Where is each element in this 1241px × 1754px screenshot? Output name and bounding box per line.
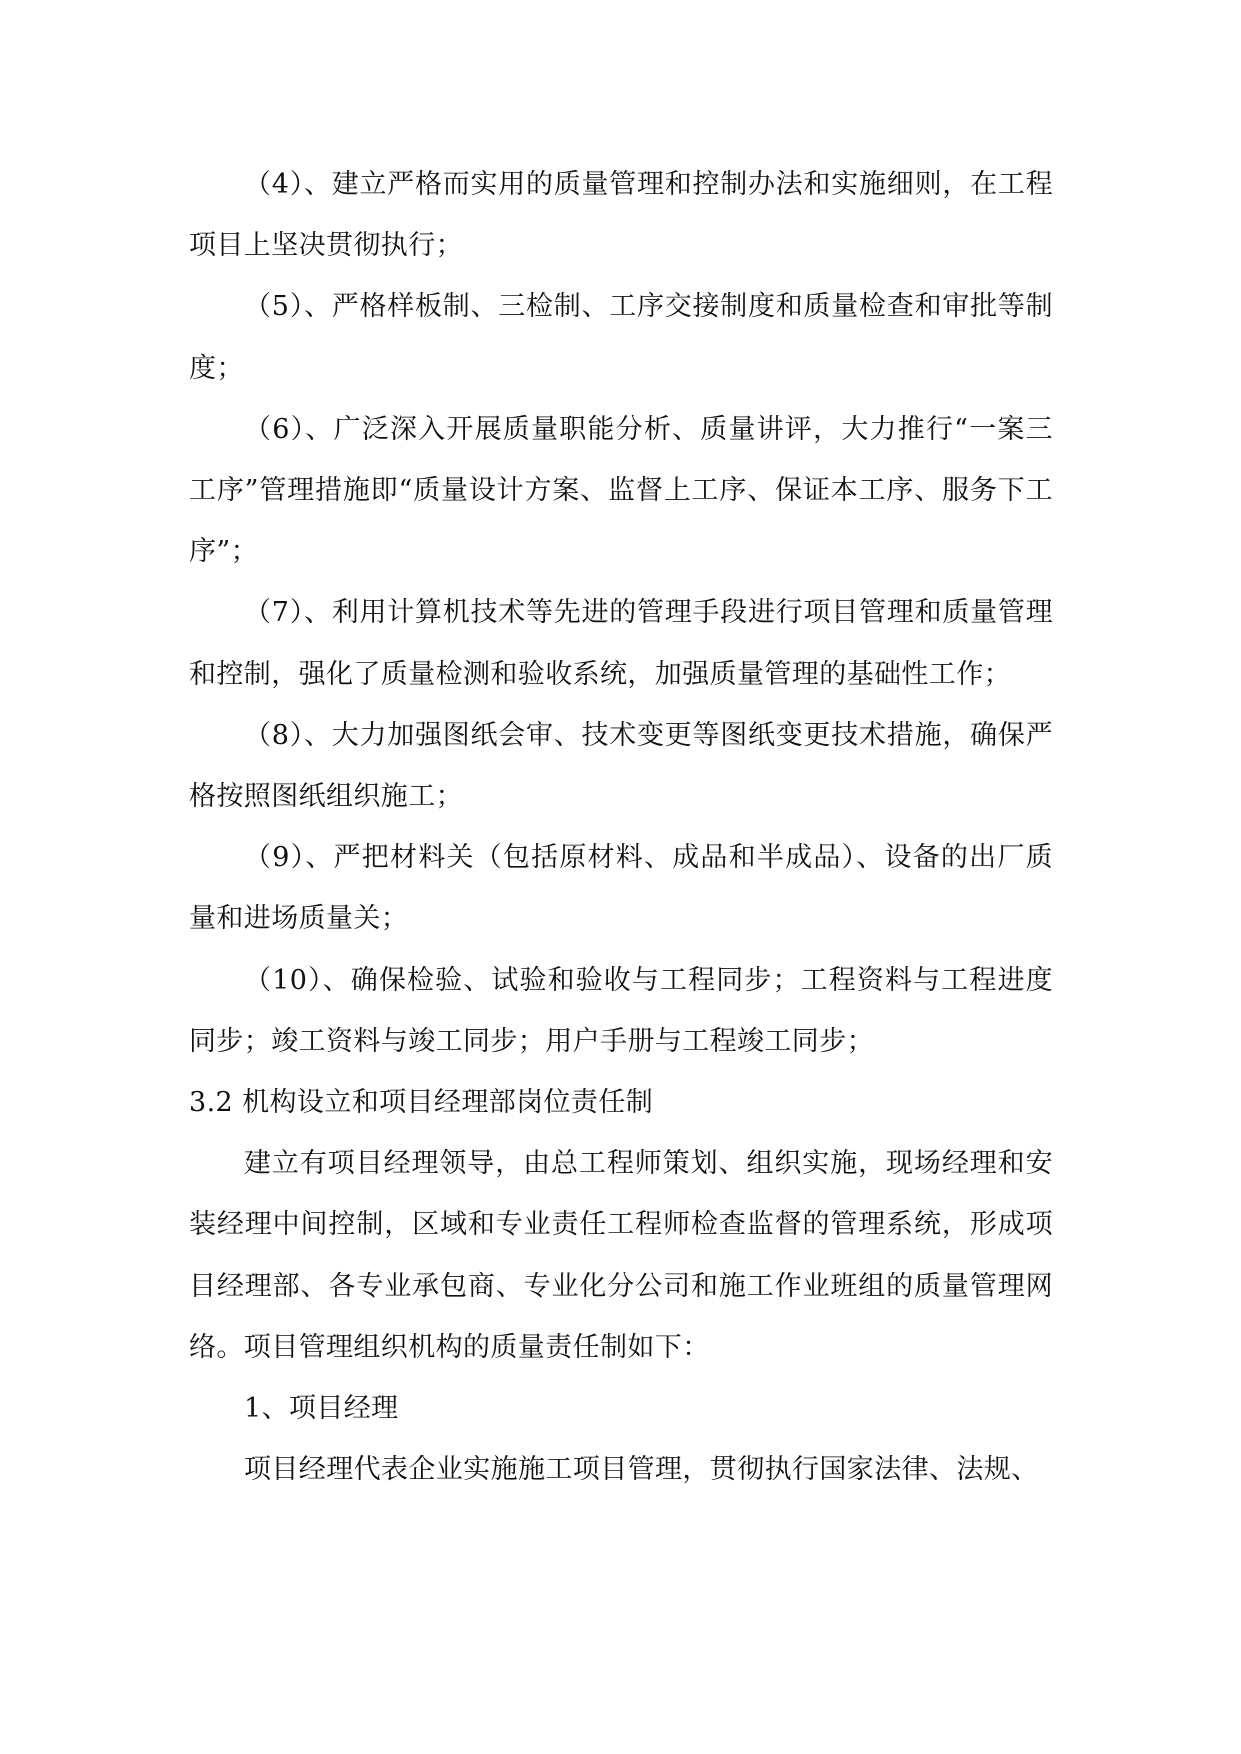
list-item-7: （7）、利用计算机技术等先进的管理手段进行项目管理和质量管理和控制，强化了质量检测和验收系统，加强质量管理的基础性工作； [189, 597, 1053, 690]
document-body [189, 154, 1053, 1500]
subsection-heading: 1、项目经理 [244, 1393, 399, 1425]
list-item-4: （4）、建立严格而实用的质量管理和控制办法和实施细则，在工程项目上坚决贯彻执行； [189, 169, 1053, 262]
list-item-9: （9）、严把材料关（包括原材料、成品和半成品）、设备的出厂质量和进场质量关； [189, 842, 1053, 935]
section-heading: 3.2 机构设立和项目经理部岗位责任制 [189, 1087, 654, 1119]
subsection-paragraph: 项目经理代表企业实施施工项目管理，贯彻执行国家法律、法规、 [244, 1454, 1039, 1486]
section-paragraph: 建立有项目经理领导，由总工程师策划、组织实施，现场经理和安装经理中间控制，区域和专业责任工程师检查监督的管理系统，形成项目经理部、各专业承包商、专业化分公司和施工作业班组的质量管理网络。项目管理组织机构的质量责任制如下： [189, 1148, 1053, 1363]
list-item-10: （10）、确保检验、试验和验收与工程同步；工程资料与工程进度同步；竣工资料与竣工同步；用户手册与工程竣工同步； [189, 964, 1053, 1057]
list-item-5: （5）、严格样板制、三检制、工序交接制度和质量检查和审批等制度； [189, 291, 1053, 384]
list-item-8: （8）、大力加强图纸会审、技术变更等图纸变更技术措施，确保严格按照图纸组织施工； [189, 719, 1053, 813]
list-item-6: （6）、广泛深入开展质量职能分析、质量讲评，大力推行“一案三工序”管理措施即“质量设计方案、监督上工序、保证本工序、服务下工序”； [189, 413, 1053, 568]
